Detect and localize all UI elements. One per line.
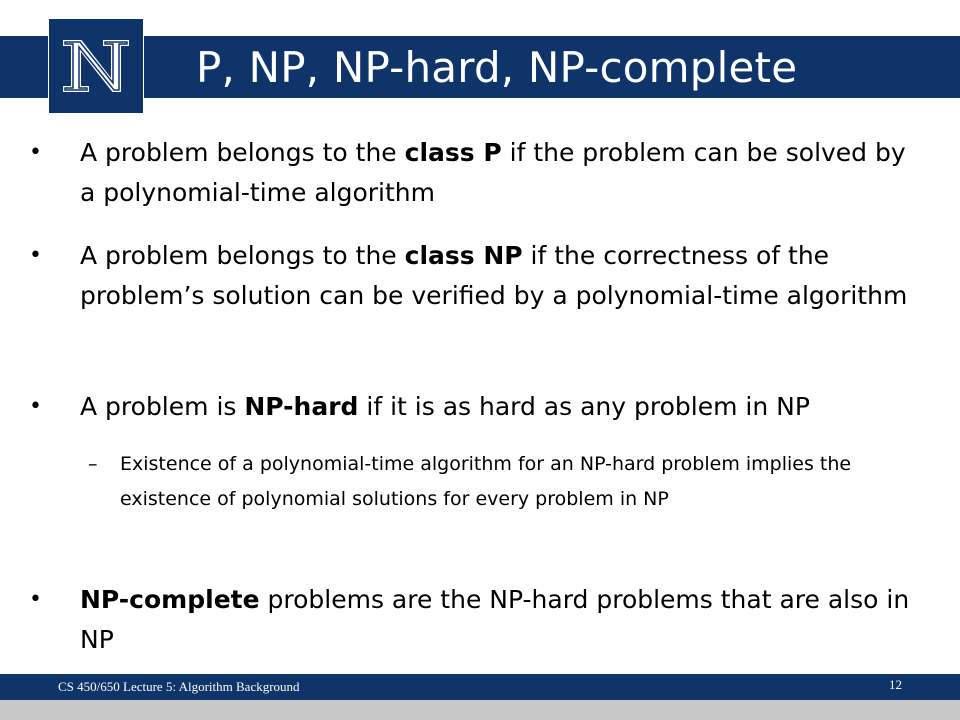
bullet-dot-icon: • <box>29 243 42 268</box>
bullet-text: A problem belongs to the <box>80 138 405 167</box>
bullet-text: A problem is <box>80 392 245 421</box>
bullet-text: if it is as hard as any problem in NP <box>358 392 810 421</box>
sub-bullet-np-hard-existence <box>88 447 942 517</box>
bullet-bold-term: NP-hard <box>244 392 359 421</box>
university-n-logo-icon <box>58 35 134 97</box>
footer-strip <box>0 700 960 720</box>
sub-bullet-dash-icon: – <box>88 453 98 475</box>
university-logo <box>48 18 144 114</box>
bullet-class-np <box>29 236 922 316</box>
bullet-dot-icon: • <box>29 140 42 165</box>
sub-bullet-text: Existence of a polynomial-time algorithm for an NP-hard problem implies the existence of polynomial solutions for every problem in NP <box>120 453 852 510</box>
footer-course-label: CS 450/650 Lecture 5: Algorithm Background <box>58 679 300 694</box>
bullet-np-hard <box>29 387 922 427</box>
bullet-dot-icon: • <box>29 394 42 419</box>
bullet-text: problems are the NP-hard problems that are also in NP <box>80 585 910 654</box>
bullet-bold-term: class P <box>404 138 502 167</box>
bullet-class-p <box>29 133 922 213</box>
bullet-np-complete <box>29 580 922 660</box>
page-number: 12 <box>889 677 902 692</box>
bullet-text: if the problem can be solved by a polynomial-time algorithm <box>80 138 906 207</box>
bullet-text: A problem belongs to the <box>80 241 405 270</box>
bullet-dot-icon: • <box>29 587 42 612</box>
slide-title: P, NP, NP-hard, NP-complete <box>196 43 798 92</box>
bullet-bold-term: NP-complete <box>80 585 260 614</box>
bullet-text: if the correctness of the problem’s solution can be verified by a polynomial-time algorithm <box>80 241 908 310</box>
bullet-bold-term: class NP <box>404 241 523 270</box>
